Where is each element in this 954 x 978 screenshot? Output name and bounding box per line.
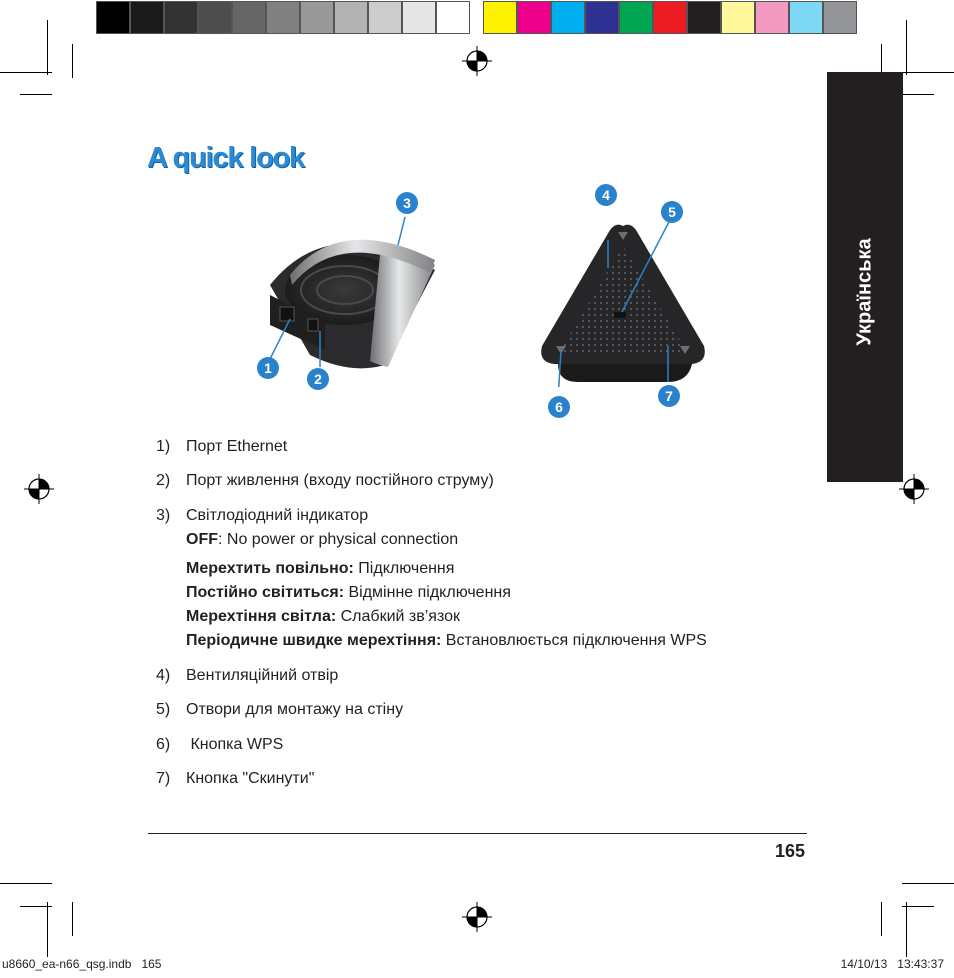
item-number: 4) <box>156 667 171 684</box>
item-text: Вентиляційний отвір <box>186 667 339 684</box>
item-number: 6) <box>156 736 171 753</box>
registration-mark-top <box>462 46 492 76</box>
footer-rule <box>148 833 807 834</box>
color-swatch <box>653 1 687 34</box>
router-bottom-view <box>538 222 708 387</box>
gray-swatch <box>402 1 436 34</box>
registration-mark-left <box>24 474 54 504</box>
callout-4: 4 <box>595 184 617 206</box>
led-state-label: Постійно світиться: <box>186 584 345 601</box>
led-state-label: Мерехтить повільно: <box>186 560 354 577</box>
registration-mark-right <box>899 474 929 504</box>
gray-swatch <box>232 1 266 34</box>
color-swatch <box>517 1 551 34</box>
page-title: A quick look <box>147 142 304 174</box>
registration-mark-bottom <box>462 902 492 932</box>
item-number: 1) <box>156 438 171 455</box>
item-number: 2) <box>156 472 171 489</box>
callout-3: 3 <box>396 192 418 214</box>
item-text: Отвори для монтажу на стіну <box>186 701 404 718</box>
led-state-desc: Підключення <box>353 560 455 577</box>
led-state-desc: Встановлюється підключення WPS <box>441 632 707 649</box>
gray-swatch <box>198 1 232 34</box>
item-text: Порт живлення (входу постійного струму) <box>186 472 494 489</box>
led-state-desc: Відмінне підключення <box>344 584 511 601</box>
led-state-blink <box>186 607 460 627</box>
callout-7: 7 <box>658 385 680 407</box>
led-state-fast-blink <box>186 631 707 651</box>
color-swatch <box>823 1 857 34</box>
item-text: Порт Ethernet <box>186 438 288 455</box>
gray-swatch <box>96 1 130 34</box>
led-state-label: OFF <box>186 531 218 548</box>
gray-swatch <box>368 1 402 34</box>
gray-swatch <box>130 1 164 34</box>
color-swatch <box>687 1 721 34</box>
led-state-solid <box>186 583 511 603</box>
callout-6: 6 <box>548 396 570 418</box>
callout-5: 5 <box>661 201 683 223</box>
led-state-label: Періодичне швидке мерехтіння: <box>186 632 442 649</box>
gray-swatch <box>164 1 198 34</box>
item-number: 3) <box>156 507 171 524</box>
color-swatch <box>755 1 789 34</box>
color-swatch <box>483 1 517 34</box>
callout-1: 1 <box>257 357 279 379</box>
gray-swatch <box>334 1 368 34</box>
color-swatch <box>585 1 619 34</box>
slug-timestamp: 14/10/13 13:43:37 <box>840 957 944 971</box>
router-front-view <box>230 215 445 375</box>
color-swatch <box>721 1 755 34</box>
led-state-off <box>186 530 458 550</box>
color-swatch <box>789 1 823 34</box>
gray-swatch <box>436 1 470 34</box>
gray-swatch <box>266 1 300 34</box>
gray-swatch <box>300 1 334 34</box>
language-tab-label: Українська <box>853 238 876 346</box>
color-swatch <box>551 1 585 34</box>
led-state-desc: : No power or physical connection <box>218 531 459 548</box>
item-text: Світлодіодний індикатор <box>186 507 369 524</box>
item-text: Кнопка "Скинути" <box>186 770 315 787</box>
led-state-slow-blink <box>186 559 454 579</box>
item-text: Кнопка WPS <box>186 736 284 753</box>
slug-file: u8660_ea-n66_qsg.indb 165 <box>2 957 162 971</box>
callout-2: 2 <box>307 368 329 390</box>
color-swatch <box>619 1 653 34</box>
led-state-desc: Слабкий зв’язок <box>336 608 460 625</box>
led-state-label: Мерехтіння світла: <box>186 608 337 625</box>
page-number: 165 <box>774 841 805 861</box>
item-number: 5) <box>156 701 171 718</box>
item-number: 7) <box>156 770 171 787</box>
